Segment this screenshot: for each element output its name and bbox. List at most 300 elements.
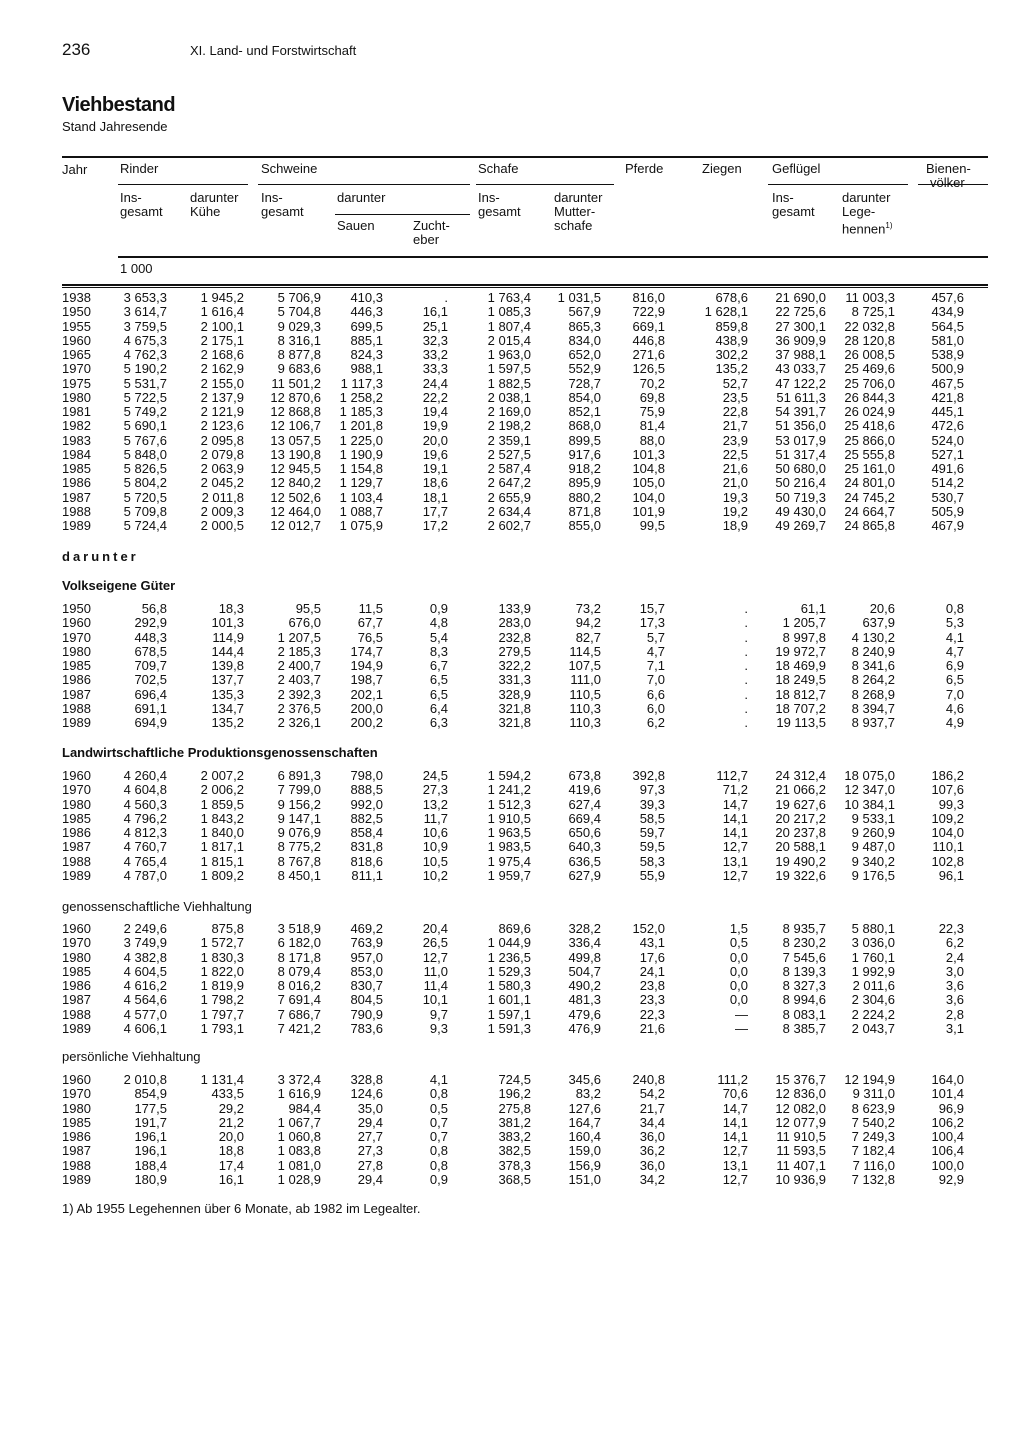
gefluegel-lege-1: Lege- [842, 204, 876, 219]
cell-rinder-kuehe: 2 168,6 [200, 347, 244, 362]
cell-schafe-mutterschafe: 73,2 [575, 601, 601, 616]
cell-rinder-insgesamt: 3 653,3 [123, 290, 167, 305]
cell-bienenvoelker: 2,4 [945, 949, 964, 965]
cell-schweine-insgesamt: 95,5 [295, 601, 321, 616]
cell-ziegen: . [744, 643, 748, 659]
cell-year: 1970 [62, 935, 91, 951]
cell-schweine-zuchteber: 13,2 [422, 796, 448, 812]
cell-schafe-insgesamt: 1 963,5 [487, 825, 531, 840]
cell-rinder-insgesamt: 3 614,7 [123, 304, 167, 320]
cell-year: 1987 [62, 1143, 91, 1159]
cell-gefluegel-legehennen: 25 866,0 [844, 432, 895, 448]
cell-ziegen: 0,5 [729, 935, 748, 951]
cell-rinder-insgesamt: 4 675,3 [123, 332, 167, 348]
cell-rinder-kuehe: 2 175,1 [200, 332, 244, 348]
cell-schweine-sauen: 27,3 [357, 1143, 383, 1159]
page-number: 236 [62, 40, 91, 59]
cell-gefluegel-insgesamt: 20 588,1 [775, 839, 826, 855]
rinder-ins-1: Ins- [120, 190, 142, 205]
cell-gefluegel-legehennen: 7 249,3 [851, 1129, 895, 1144]
col-schafe: Schafe [478, 161, 519, 176]
cell-schweine-insgesamt: 12 464,0 [270, 503, 321, 519]
cell-gefluegel-insgesamt: 11 593,5 [776, 1143, 826, 1159]
cell-schweine-insgesamt: 8 450,1 [277, 867, 321, 883]
table-row [62, 798, 964, 812]
cell-gefluegel-insgesamt: 8 327,3 [782, 978, 826, 993]
cell-year: 1985 [62, 963, 91, 979]
cell-bienenvoelker: 2,8 [945, 1006, 964, 1022]
cell-year: 1960 [62, 768, 91, 783]
cell-pferde: 34,4 [639, 1114, 665, 1130]
cell-schafe-mutterschafe: 159,0 [568, 1143, 601, 1159]
section-label: persönliche Viehhaltung [62, 1049, 201, 1064]
cell-schafe-mutterschafe: 728,7 [568, 375, 601, 391]
cell-ziegen: 859,8 [715, 318, 748, 334]
rinder-ins-2: gesamt [120, 204, 163, 219]
cell-ziegen: . [744, 629, 748, 645]
cell-ziegen: . [744, 672, 748, 688]
cell-schafe-insgesamt: 133,9 [498, 601, 531, 616]
cell-schafe-mutterschafe: 854,0 [568, 389, 601, 405]
cell-rinder-kuehe: 875,8 [211, 921, 244, 936]
cell-ziegen: 14,7 [722, 796, 748, 812]
cell-schafe-insgesamt: 283,0 [498, 615, 531, 631]
cell-ziegen: 14,1 [722, 810, 748, 826]
cell-schweine-zuchteber: 4,8 [429, 615, 448, 631]
cell-rinder-insgesamt: 5 690,1 [123, 418, 167, 434]
cell-schafe-insgesamt: 1 085,3 [487, 304, 531, 320]
cell-gefluegel-insgesamt: 18 249,5 [775, 672, 826, 688]
section-label: Volkseigene Güter [62, 578, 176, 593]
cell-schweine-insgesamt: 12 840,2 [270, 475, 321, 491]
cell-gefluegel-insgesamt: 27 300,1 [775, 318, 826, 334]
schweine-rule [258, 184, 470, 185]
cell-schafe-mutterschafe: 852,1 [568, 404, 601, 419]
cell-schweine-zuchteber: 17,2 [422, 518, 448, 533]
cell-schweine-zuchteber: 24,5 [422, 768, 448, 783]
cell-pferde: 58,5 [639, 810, 665, 826]
cell-rinder-insgesamt: 4 604,8 [123, 782, 167, 798]
cell-bienenvoelker: 3,0 [945, 963, 964, 979]
cell-ziegen: 70,6 [722, 1086, 748, 1102]
cell-bienenvoelker: 4,1 [945, 629, 964, 645]
cell-ziegen: — [735, 1006, 748, 1022]
cell-schweine-insgesamt: 12 870,6 [270, 389, 321, 405]
cell-gefluegel-legehennen: 18 075,0 [844, 768, 895, 783]
cell-rinder-kuehe: 1 817,1 [200, 839, 244, 855]
cell-schafe-mutterschafe: 673,8 [568, 768, 601, 783]
cell-bienenvoelker: 3,1 [945, 1020, 964, 1036]
cell-schafe-mutterschafe: 110,3 [569, 715, 601, 730]
cell-ziegen: 112,7 [716, 768, 748, 783]
cell-gefluegel-legehennen: 2 011,6 [852, 978, 895, 993]
cell-year: 1984 [62, 446, 91, 462]
cell-schafe-insgesamt: 1 594,2 [487, 768, 531, 783]
cell-schweine-zuchteber: 12,7 [422, 949, 448, 965]
cell-pferde: 104,8 [632, 461, 665, 476]
cell-schweine-insgesamt: 1 060,8 [277, 1129, 321, 1144]
cell-bienenvoelker: 457,6 [931, 290, 964, 305]
cell-pferde: 446,8 [632, 332, 665, 348]
cell-gefluegel-legehennen: 26 024,9 [844, 404, 895, 419]
cell-year: 1988 [62, 853, 91, 869]
cell-schweine-zuchteber: 6,5 [429, 686, 448, 702]
cell-rinder-insgesamt: 5 722,5 [123, 389, 167, 405]
cell-schafe-insgesamt: 2 647,2 [487, 475, 531, 491]
cell-gefluegel-insgesamt: 51 317,4 [775, 446, 826, 462]
cell-schweine-zuchteber: 18,1 [422, 489, 448, 505]
cell-rinder-insgesamt: 4 796,2 [123, 810, 167, 826]
schafe-darunter: darunter [554, 190, 603, 205]
cell-schafe-mutterschafe: 160,4 [568, 1129, 601, 1144]
cell-schweine-insgesamt: 12 502,6 [270, 489, 321, 505]
cell-schweine-sauen: 1 185,3 [339, 404, 383, 419]
cell-rinder-insgesamt: 702,5 [134, 672, 167, 688]
cell-schafe-insgesamt: 1 807,4 [487, 318, 531, 334]
cell-ziegen: 21,7 [722, 418, 748, 434]
cell-schafe-mutterschafe: 107,5 [568, 658, 601, 673]
cell-gefluegel-legehennen: 7 132,8 [851, 1171, 895, 1187]
cell-bienenvoelker: 491,6 [931, 461, 964, 476]
cell-year: 1986 [62, 825, 91, 840]
cell-schafe-mutterschafe: 504,7 [568, 963, 601, 979]
cell-year: 1989 [62, 518, 91, 533]
cell-ziegen: 19,3 [722, 489, 748, 505]
cell-schafe-insgesamt: 2 015,4 [487, 332, 531, 348]
cell-gefluegel-legehennen: 26 844,3 [844, 389, 895, 405]
cell-gefluegel-legehennen: 8 264,2 [851, 672, 895, 688]
cell-ziegen: 21,6 [722, 461, 748, 476]
cell-pferde: 6,2 [646, 715, 665, 730]
cell-rinder-insgesamt: 5 767,6 [123, 432, 167, 448]
cell-bienenvoelker: 6,9 [945, 658, 964, 673]
cell-rinder-kuehe: 20,0 [218, 1129, 244, 1144]
cell-gefluegel-insgesamt: 50 680,0 [775, 461, 826, 476]
cell-schweine-insgesamt: 8 877,8 [277, 347, 321, 362]
cell-gefluegel-legehennen: 2 224,2 [851, 1006, 895, 1022]
cell-schafe-mutterschafe: 164,7 [568, 1114, 601, 1130]
cell-rinder-insgesamt: 5 724,4 [123, 518, 167, 533]
cell-schweine-zuchteber: 33,3 [422, 361, 448, 377]
cell-ziegen: 14,1 [722, 1129, 748, 1144]
cell-bienenvoelker: 5,3 [945, 615, 964, 631]
cell-schweine-insgesamt: 7 691,4 [277, 992, 321, 1008]
cell-schafe-mutterschafe: 82,7 [575, 629, 601, 645]
cell-schweine-zuchteber: 9,7 [429, 1006, 448, 1022]
cell-year: 1985 [62, 1114, 91, 1130]
cell-pferde: 152,0 [632, 921, 665, 936]
cell-schweine-insgesamt: 1 067,7 [277, 1114, 321, 1130]
cell-schweine-sauen: 124,6 [350, 1086, 383, 1102]
cell-schweine-sauen: 194,9 [350, 658, 383, 673]
cell-rinder-kuehe: 1 798,2 [200, 992, 244, 1008]
cell-pferde: 17,6 [639, 949, 665, 965]
cell-year: 1970 [62, 782, 91, 798]
cell-schweine-insgesamt: 676,0 [288, 615, 321, 631]
cell-rinder-insgesamt: 4 606,1 [123, 1020, 167, 1036]
cell-gefluegel-insgesamt: 8 385,7 [782, 1020, 826, 1036]
cell-rinder-kuehe: 144,4 [211, 643, 244, 659]
cell-gefluegel-legehennen: 1 992,9 [851, 963, 895, 979]
cell-pferde: 101,9 [632, 503, 665, 519]
cell-pferde: 7,1 [646, 658, 665, 673]
header-top-rule [62, 156, 988, 158]
cell-gefluegel-insgesamt: 19 490,2 [775, 853, 826, 869]
cell-schweine-sauen: 957,0 [350, 949, 383, 965]
cell-gefluegel-legehennen: 1 760,1 [851, 949, 895, 965]
cell-gefluegel-insgesamt: 8 935,7 [782, 921, 826, 936]
cell-gefluegel-insgesamt: 12 836,0 [775, 1086, 826, 1102]
cell-pferde: 59,5 [639, 839, 665, 855]
cell-rinder-insgesamt: 854,9 [134, 1086, 167, 1102]
cell-schafe-insgesamt: 1 963,0 [487, 347, 531, 362]
cell-schweine-zuchteber: 19,9 [422, 418, 448, 434]
cell-rinder-insgesamt: 4 616,2 [123, 978, 167, 993]
cell-schafe-mutterschafe: 328,2 [568, 921, 601, 936]
table-row [62, 1102, 964, 1116]
cell-gefluegel-legehennen: 8 240,9 [851, 643, 895, 659]
lege-label: hennen [842, 221, 886, 237]
cell-year: 1982 [62, 418, 91, 434]
cell-rinder-kuehe: 1 822,0 [200, 963, 244, 979]
cell-schafe-mutterschafe: 834,0 [568, 332, 601, 348]
cell-ziegen: 12,7 [722, 839, 748, 855]
cell-rinder-insgesamt: 191,7 [134, 1114, 167, 1130]
cell-schafe-mutterschafe: 127,6 [568, 1100, 601, 1116]
darunter-schweine-rule [335, 214, 470, 215]
cell-schafe-insgesamt: 381,2 [498, 1114, 531, 1130]
cell-rinder-insgesamt: 4 812,3 [123, 825, 167, 840]
cell-gefluegel-legehennen: 12 347,0 [844, 782, 895, 798]
cell-schafe-insgesamt: 869,6 [498, 921, 531, 936]
cell-schweine-insgesamt: 7 686,7 [277, 1006, 321, 1022]
gefluegel-ins-2: gesamt [772, 204, 815, 219]
table-row [62, 1008, 964, 1022]
section-label: Landwirtschaftliche Produktionsgenossenschaften [62, 745, 378, 760]
cell-ziegen: 14,1 [722, 825, 748, 840]
cell-bienenvoelker: 100,4 [931, 1129, 964, 1144]
cell-schweine-sauen: 1 225,0 [339, 432, 383, 448]
cell-rinder-kuehe: 1 616,4 [200, 304, 244, 320]
cell-ziegen: 19,2 [722, 503, 748, 519]
table-row [62, 783, 964, 797]
cell-schweine-insgesamt: 984,4 [288, 1100, 321, 1116]
cell-bienenvoelker: 445,1 [931, 404, 964, 419]
cell-schafe-insgesamt: 279,5 [498, 643, 531, 659]
table-row [62, 688, 964, 702]
cell-year: 1988 [62, 1157, 91, 1173]
cell-schafe-insgesamt: 196,2 [498, 1086, 531, 1102]
cell-rinder-kuehe: 1 859,5 [200, 796, 244, 812]
cell-pferde: 39,3 [639, 796, 665, 812]
cell-rinder-insgesamt: 5 709,8 [123, 503, 167, 519]
cell-pferde: 58,3 [639, 853, 665, 869]
schafe-mutter-1: Mutter- [554, 204, 596, 219]
cell-pferde: 5,7 [646, 629, 665, 645]
table-row [62, 1116, 964, 1130]
cell-gefluegel-legehennen: 9 176,5 [851, 867, 895, 883]
cell-schweine-insgesamt: 9 683,6 [277, 361, 321, 377]
cell-gefluegel-insgesamt: 50 719,3 [775, 489, 826, 505]
cell-schweine-sauen: 888,5 [350, 782, 383, 798]
cell-bienenvoelker: 514,2 [931, 475, 964, 491]
cell-year: 1987 [62, 686, 91, 702]
cell-gefluegel-insgesamt: 51 611,3 [776, 389, 826, 405]
header-bottom-rule-2 [62, 287, 988, 288]
cell-gefluegel-legehennen: 12 194,9 [844, 1072, 895, 1087]
cell-schweine-sauen: 1 201,8 [339, 418, 383, 434]
cell-rinder-insgesamt: 292,9 [134, 615, 167, 631]
cell-gefluegel-insgesamt: 15 376,7 [775, 1072, 826, 1087]
cell-gefluegel-insgesamt: 11 910,5 [776, 1129, 826, 1144]
cell-rinder-kuehe: 18,8 [218, 1143, 244, 1159]
cell-schafe-insgesamt: 2 587,4 [487, 461, 531, 476]
cell-year: 1975 [62, 375, 91, 391]
cell-rinder-insgesamt: 3 759,5 [123, 318, 167, 334]
cell-gefluegel-insgesamt: 8 139,3 [782, 963, 826, 979]
cell-schweine-sauen: 1 190,9 [339, 446, 383, 462]
cell-pferde: 240,8 [632, 1072, 665, 1087]
gefluegel-lege-2 [842, 219, 893, 236]
cell-schafe-mutterschafe: 481,3 [568, 992, 601, 1008]
cell-schweine-sauen: 885,1 [350, 332, 383, 348]
cell-rinder-kuehe: 2 100,1 [200, 318, 244, 334]
cell-bienenvoelker: 4,7 [945, 643, 964, 659]
cell-ziegen: 0,0 [729, 949, 748, 965]
cell-bienenvoelker: 3,6 [945, 992, 964, 1008]
cell-schweine-zuchteber: 16,1 [422, 304, 448, 320]
cell-schweine-insgesamt: 3 372,4 [277, 1072, 321, 1087]
cell-rinder-insgesamt: 2 010,8 [123, 1072, 167, 1087]
cell-year: 1985 [62, 461, 91, 476]
cell-schweine-insgesamt: 2 392,3 [277, 686, 321, 702]
cell-ziegen: . [744, 601, 748, 616]
cell-gefluegel-legehennen: 9 340,2 [851, 853, 895, 869]
cell-gefluegel-legehennen: 9 487,0 [851, 839, 895, 855]
cell-schafe-mutterschafe: 650,6 [568, 825, 601, 840]
cell-schweine-zuchteber: 32,3 [422, 332, 448, 348]
cell-schafe-insgesamt: 1 512,3 [487, 796, 531, 812]
cell-rinder-kuehe: 114,9 [212, 629, 244, 645]
cell-gefluegel-legehennen: 2 304,6 [851, 992, 895, 1008]
cell-schweine-zuchteber: 6,5 [429, 672, 448, 688]
cell-schweine-sauen: 831,8 [350, 839, 383, 855]
cell-gefluegel-legehennen: 7 116,0 [852, 1157, 895, 1173]
cell-rinder-kuehe: 1 797,7 [200, 1006, 244, 1022]
cell-schweine-sauen: 469,2 [350, 921, 383, 936]
cell-year: 1989 [62, 1171, 91, 1187]
col-bienen-2: völker [930, 175, 965, 190]
cell-gefluegel-legehennen: 7 182,4 [851, 1143, 895, 1159]
cell-schweine-zuchteber: 0,8 [429, 1143, 448, 1159]
table-row [62, 826, 964, 840]
cell-gefluegel-insgesamt: 7 545,6 [782, 949, 826, 965]
table-row [62, 305, 964, 319]
cell-ziegen: . [744, 686, 748, 702]
cell-year: 1970 [62, 361, 91, 377]
cell-ziegen: 13,1 [722, 853, 748, 869]
cell-schafe-mutterschafe: 855,0 [568, 518, 601, 533]
table-row [62, 979, 964, 993]
cell-gefluegel-legehennen: 11 003,3 [845, 290, 895, 305]
cell-rinder-kuehe: 2 121,9 [200, 404, 244, 419]
cell-schweine-insgesamt: 12 106,7 [270, 418, 321, 434]
cell-schweine-zuchteber: 0,7 [429, 1129, 448, 1144]
cell-rinder-kuehe: 1 572,7 [200, 935, 244, 951]
table-row [62, 419, 964, 433]
cell-schweine-sauen: 76,5 [357, 629, 383, 645]
cell-year: 1988 [62, 700, 91, 716]
cell-schweine-sauen: 29,4 [357, 1114, 383, 1130]
cell-pferde: 392,8 [632, 768, 665, 783]
cell-pferde: 59,7 [639, 825, 665, 840]
cell-schweine-sauen: 1 117,3 [340, 375, 383, 391]
table-row [62, 840, 964, 854]
cell-rinder-insgesamt: 4 765,4 [123, 853, 167, 869]
cell-ziegen: 111,2 [717, 1072, 748, 1087]
cell-schweine-sauen: 67,7 [357, 615, 383, 631]
cell-rinder-kuehe: 2 000,5 [200, 518, 244, 533]
cell-rinder-insgesamt: 3 749,9 [123, 935, 167, 951]
cell-rinder-insgesamt: 448,3 [134, 629, 167, 645]
cell-schweine-insgesamt: 1 028,9 [277, 1171, 321, 1187]
cell-bienenvoelker: 3,6 [945, 978, 964, 993]
cell-schweine-insgesamt: 1 083,8 [277, 1143, 321, 1159]
schafe-mutter-2: schafe [554, 218, 593, 233]
cell-schweine-sauen: 200,0 [350, 700, 383, 716]
cell-schafe-insgesamt: 1 910,5 [487, 810, 531, 826]
cell-rinder-insgesamt: 5 190,2 [123, 361, 167, 377]
cell-gefluegel-insgesamt: 43 033,7 [775, 361, 826, 377]
cell-schweine-insgesamt: 12 945,5 [270, 461, 321, 476]
cell-rinder-insgesamt: 4 382,8 [123, 949, 167, 965]
cell-schweine-insgesamt: 2 185,3 [277, 643, 321, 659]
cell-schafe-mutterschafe: 880,2 [568, 489, 601, 505]
table-row [62, 1144, 964, 1158]
cell-gefluegel-legehennen: 3 036,0 [851, 935, 895, 951]
cell-ziegen: 23,9 [722, 432, 748, 448]
cell-year: 1960 [62, 1072, 91, 1087]
rinder-rule [118, 184, 248, 185]
cell-gefluegel-legehennen: 25 161,0 [844, 461, 895, 476]
cell-gefluegel-legehennen: 8 937,7 [851, 715, 895, 730]
cell-schafe-insgesamt: 1 763,4 [487, 290, 531, 305]
cell-schafe-insgesamt: 321,8 [498, 715, 531, 730]
cell-schweine-insgesamt: 8 016,2 [277, 978, 321, 993]
cell-rinder-kuehe: 135,2 [211, 715, 244, 730]
cell-rinder-kuehe: 1 840,0 [200, 825, 244, 840]
cell-gefluegel-insgesamt: 53 017,9 [775, 432, 826, 448]
cell-year: 1980 [62, 796, 91, 812]
cell-schweine-sauen: 11,5 [358, 601, 383, 616]
cell-rinder-kuehe: 1 793,1 [200, 1020, 244, 1036]
cell-ziegen: 14,7 [722, 1100, 748, 1116]
cell-gefluegel-insgesamt: 19 972,7 [775, 643, 826, 659]
cell-rinder-insgesamt: 691,1 [134, 700, 167, 716]
cell-bienenvoelker: 102,8 [931, 853, 964, 869]
cell-schweine-insgesamt: 8 171,8 [277, 949, 321, 965]
cell-schafe-mutterschafe: 151,0 [568, 1171, 601, 1187]
cell-year: 1985 [62, 658, 91, 673]
cell-schafe-mutterschafe: 627,4 [568, 796, 601, 812]
cell-pferde: 101,3 [632, 446, 665, 462]
cell-schafe-mutterschafe: 868,0 [568, 418, 601, 434]
cell-ziegen: 0,0 [729, 992, 748, 1008]
cell-schweine-zuchteber: 0,7 [429, 1114, 448, 1130]
cell-schweine-insgesamt: 7 421,2 [277, 1020, 321, 1036]
cell-rinder-kuehe: 2 009,3 [200, 503, 244, 519]
cell-schweine-zuchteber: 10,1 [422, 992, 448, 1008]
